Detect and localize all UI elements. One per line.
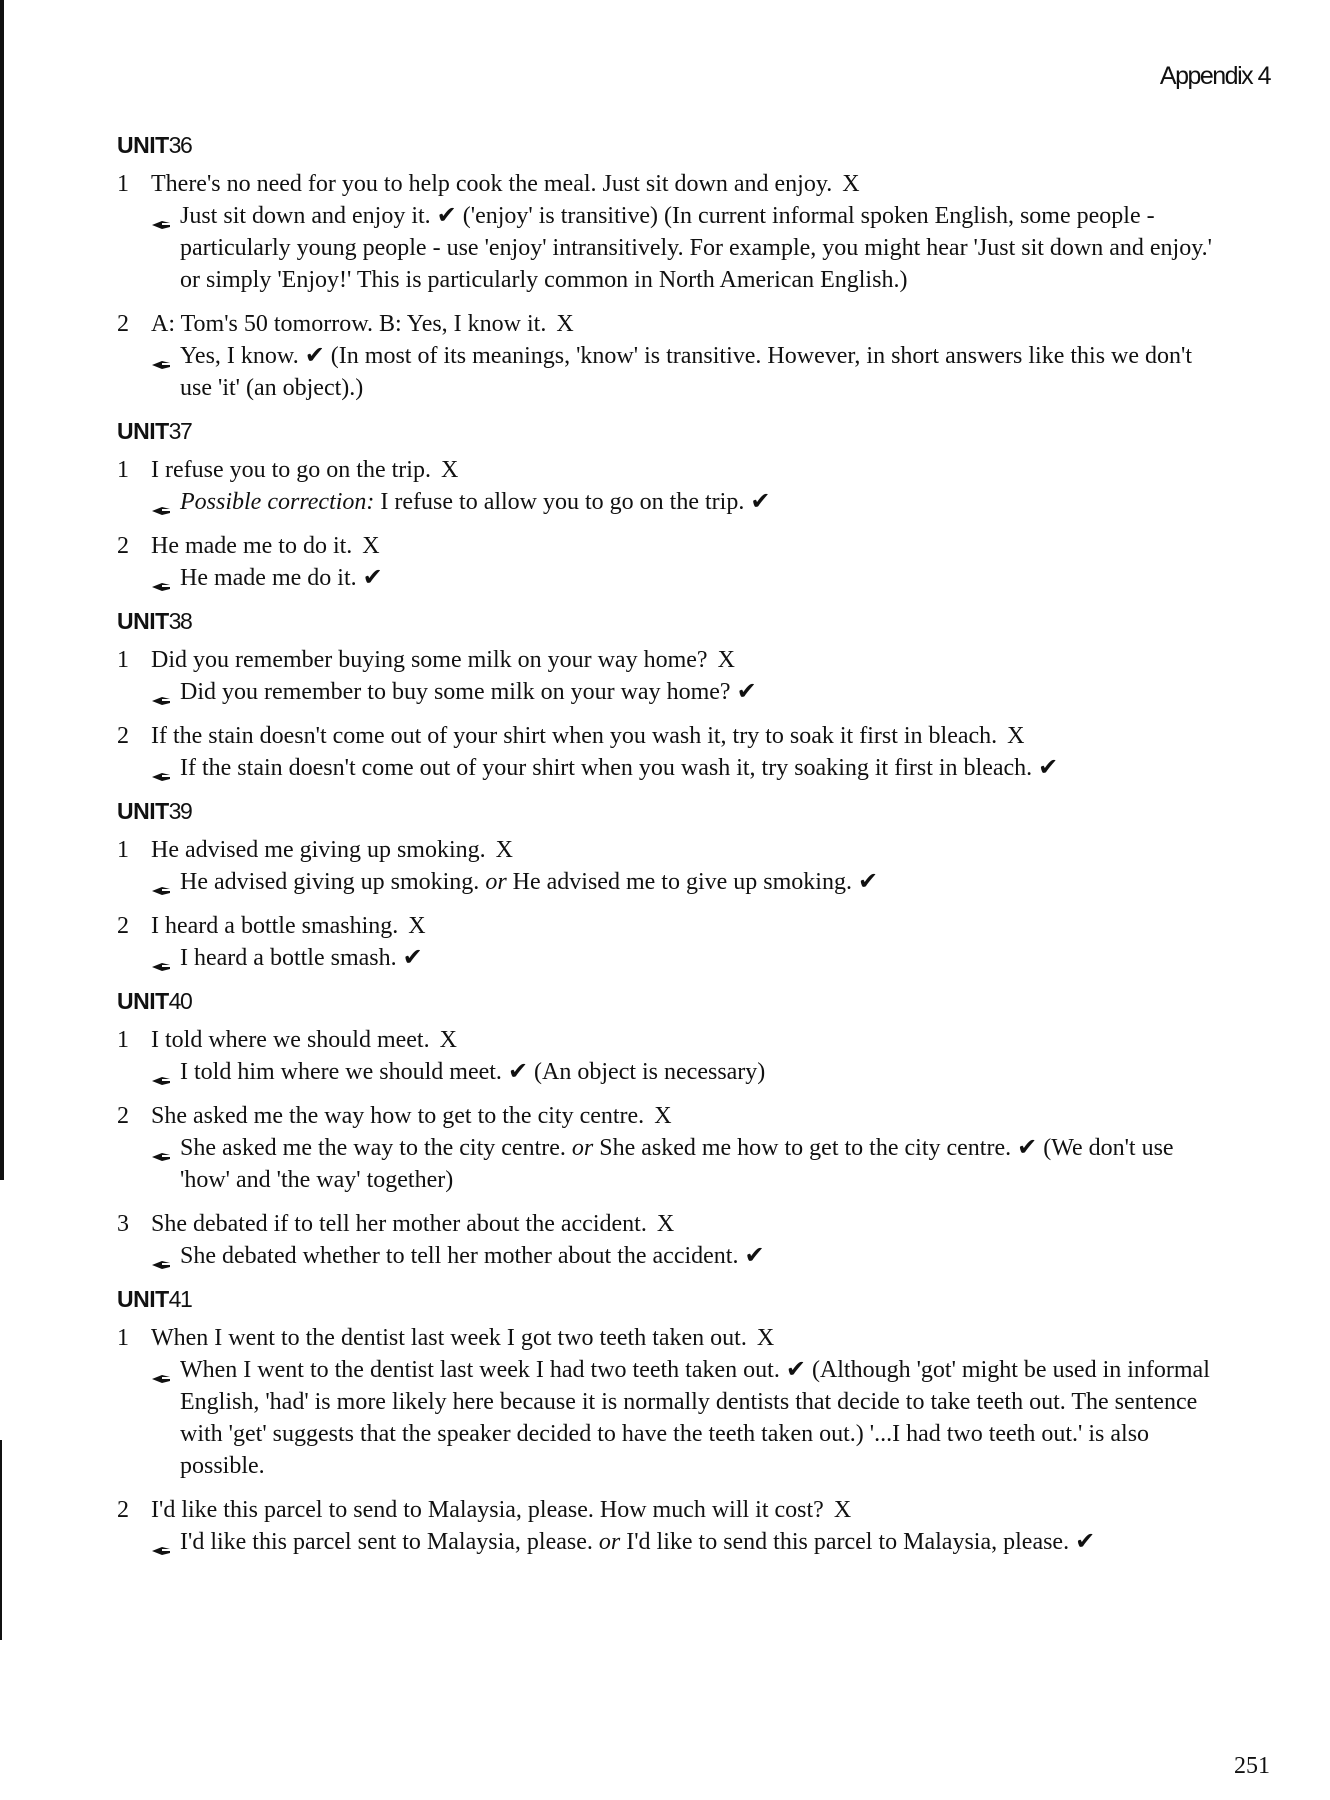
wrong-mark: X	[717, 647, 735, 673]
unit-section	[117, 416, 1227, 594]
correct-sentence	[117, 1132, 1227, 1196]
wrong-mark: X	[1007, 723, 1025, 749]
item-number: 2	[117, 533, 129, 559]
item-number: 2	[117, 1103, 129, 1129]
pointing-hand-icon	[151, 685, 171, 699]
incorrect-sentence	[117, 1024, 1227, 1056]
item-number: 1	[117, 647, 129, 673]
unit-title	[117, 130, 1227, 160]
unit-label: UNIT	[117, 1286, 169, 1312]
correct-text: I refuse to allow you to go on the trip.	[380, 489, 745, 515]
wrong-mark: X	[833, 1497, 852, 1523]
incorrect-sentence	[117, 644, 1227, 676]
page-edge-mark	[0, 1440, 2, 1640]
unit-label: UNIT	[117, 798, 169, 824]
item-number: 2	[117, 723, 129, 749]
wrong-mark: X	[439, 1027, 457, 1053]
correct-text: He advised giving up smoking.	[180, 869, 480, 895]
correct-sentence	[117, 200, 1227, 296]
unit-number: 37	[168, 418, 192, 444]
incorrect-sentence	[117, 1494, 1227, 1526]
explanation-text: (We don't use 'how' and 'the way' together)	[180, 1135, 1174, 1193]
pointing-hand-icon	[151, 1535, 171, 1549]
correct-sentence	[117, 486, 1227, 518]
explanation-text: (An object is necessary)	[534, 1059, 766, 1085]
incorrect-text: I refuse you to go on the trip.	[151, 457, 431, 483]
correct-text: Did you remember to buy some milk on your way home?	[180, 679, 731, 705]
pointing-hand-icon	[151, 1065, 171, 1079]
pointing-hand-icon	[151, 1363, 171, 1377]
answer-item	[117, 454, 1227, 518]
wrong-mark: X	[654, 1103, 672, 1129]
correct-sentence	[117, 676, 1227, 708]
answer-item	[117, 644, 1227, 708]
correct-text: I heard a bottle smash.	[180, 945, 397, 971]
incorrect-sentence	[117, 454, 1227, 486]
incorrect-text: If the stain doesn't come out of your shirt when you wash it, try to soak it first in bleach.	[151, 723, 998, 749]
incorrect-sentence	[117, 1100, 1227, 1132]
correct-sentence	[117, 1526, 1227, 1558]
item-number: 2	[117, 311, 129, 337]
incorrect-sentence	[117, 530, 1227, 562]
correct-sentence	[117, 562, 1227, 594]
incorrect-text: I told where we should meet.	[151, 1027, 430, 1053]
answer-item	[117, 168, 1227, 296]
pointing-hand-icon	[151, 951, 171, 965]
incorrect-text: When I went to the dentist last week I got two teeth taken out.	[151, 1325, 747, 1351]
wrong-mark: X	[440, 457, 459, 483]
correct-text: I'd like this parcel sent to Malaysia, please.	[180, 1529, 593, 1555]
unit-label: UNIT	[117, 418, 169, 444]
answer-key	[117, 130, 1227, 1570]
check-mark-icon: ✔	[857, 869, 879, 895]
item-number: 1	[117, 1027, 129, 1053]
correct-text: Just sit down and enjoy it.	[180, 203, 431, 229]
incorrect-text: I'd like this parcel to send to Malaysia, please. How much will it cost?	[151, 1497, 824, 1523]
item-number: 2	[117, 1497, 129, 1523]
pointing-hand-icon	[151, 1141, 171, 1155]
check-mark-icon: ✔	[436, 203, 457, 229]
pointing-hand-icon	[151, 209, 171, 223]
incorrect-text: He made me to do it.	[151, 533, 353, 559]
answer-item	[117, 308, 1227, 404]
explanation-text: (Although 'got' might be used in informal English, 'had' is more likely here because it is normally dentists that decide to take teeth out. The sentence with 'get' suggests that the speaker decided to have the teeth taken out.) '...I had two teeth out.' is also possible.	[180, 1357, 1210, 1479]
correct-text: He made me do it.	[180, 565, 357, 591]
incorrect-text: He advised me giving up smoking.	[151, 837, 486, 863]
answer-item	[117, 720, 1227, 784]
incorrect-sentence	[117, 1322, 1227, 1354]
unit-section	[117, 986, 1227, 1272]
unit-title	[117, 416, 1227, 446]
pointing-hand-icon	[151, 761, 171, 775]
page-number: 251	[1234, 1753, 1270, 1779]
correct-sentence	[117, 1056, 1227, 1088]
wrong-mark: X	[495, 837, 513, 863]
unit-section	[117, 1284, 1227, 1558]
incorrect-sentence	[117, 168, 1227, 200]
answer-item	[117, 834, 1227, 898]
check-mark-icon: ✔	[1038, 755, 1059, 781]
correct-sentence	[117, 1354, 1227, 1482]
wrong-mark: X	[362, 533, 380, 559]
unit-title	[117, 606, 1227, 636]
alt-correct-text: I'd like to send this parcel to Malaysia, please.	[626, 1529, 1070, 1555]
correct-text: If the stain doesn't come out of your shirt when you wash it, try soaking it first in bleach.	[180, 755, 1033, 781]
check-mark-icon: ✔	[362, 565, 383, 591]
or-word: or	[485, 869, 507, 895]
unit-label: UNIT	[117, 132, 169, 158]
incorrect-sentence	[117, 1208, 1227, 1240]
item-number: 1	[117, 837, 129, 863]
incorrect-sentence	[117, 834, 1227, 866]
incorrect-text: She debated if to tell her mother about the accident.	[151, 1211, 647, 1237]
correct-text: I told him where we should meet.	[180, 1059, 502, 1085]
unit-title	[117, 986, 1227, 1016]
unit-label: UNIT	[117, 988, 169, 1014]
wrong-mark: X	[656, 1211, 675, 1237]
incorrect-sentence	[117, 910, 1227, 942]
explanation-text: ('enjoy' is transitive) (In current informal spoken English, some people - particularly young people - use 'enjoy' intransitively. For example, you might hear 'Just sit down and enjoy.' or simply 'Enjoy!' This is particularly common in North American English.)	[180, 203, 1212, 293]
unit-number: 41	[168, 1286, 192, 1312]
incorrect-sentence	[117, 308, 1227, 340]
unit-section	[117, 130, 1227, 404]
wrong-mark: X	[842, 171, 860, 197]
item-number: 1	[117, 1325, 129, 1351]
wrong-mark: X	[756, 1325, 775, 1351]
correct-text: She asked me the way to the city centre.	[180, 1135, 566, 1161]
correct-text: She debated whether to tell her mother about the accident.	[180, 1243, 739, 1269]
pointing-hand-icon	[151, 495, 171, 509]
item-number: 3	[117, 1211, 129, 1237]
answer-item	[117, 1208, 1227, 1272]
pointing-hand-icon	[151, 875, 171, 889]
correct-sentence	[117, 340, 1227, 404]
answer-item	[117, 1494, 1227, 1558]
check-mark-icon: ✔	[744, 1243, 765, 1269]
alt-correct-text: She asked me how to get to the city centre.	[599, 1135, 1012, 1161]
incorrect-text: A: Tom's 50 tomorrow. B: Yes, I know it.	[151, 311, 547, 337]
unit-number: 36	[168, 132, 192, 158]
correct-sentence	[117, 1240, 1227, 1272]
explanation-text: (In most of its meanings, 'know' is transitive. However, in short answers like this we don't use 'it' (an object).)	[180, 343, 1193, 401]
item-number: 2	[117, 913, 129, 939]
unit-section	[117, 606, 1227, 784]
unit-number: 38	[168, 608, 192, 634]
page-edge-line	[0, 0, 4, 1180]
wrong-mark: X	[408, 913, 426, 939]
check-mark-icon: ✔	[402, 945, 423, 971]
unit-title	[117, 796, 1227, 826]
answer-item	[117, 1100, 1227, 1196]
unit-number: 39	[168, 798, 192, 824]
pointing-hand-icon	[151, 1249, 171, 1263]
incorrect-text: There's no need for you to help cook the meal. Just sit down and enjoy.	[151, 171, 833, 197]
unit-section	[117, 796, 1227, 974]
check-mark-icon: ✔	[736, 679, 757, 705]
incorrect-text: Did you remember buying some milk on your way home?	[151, 647, 708, 673]
page-header: Appendix 4	[1159, 62, 1270, 90]
answer-item	[117, 910, 1227, 974]
correction-prefix: Possible correction:	[180, 489, 375, 515]
correct-sentence	[117, 942, 1227, 974]
pointing-hand-icon	[151, 571, 171, 585]
incorrect-text: She asked me the way how to get to the city centre.	[151, 1103, 645, 1129]
check-mark-icon: ✔	[785, 1357, 806, 1383]
item-number: 1	[117, 171, 129, 197]
check-mark-icon: ✔	[304, 343, 325, 369]
correct-text: Yes, I know.	[180, 343, 299, 369]
incorrect-text: I heard a bottle smashing.	[151, 913, 399, 939]
or-word: or	[598, 1529, 621, 1555]
correct-text: When I went to the dentist last week I had two teeth taken out.	[180, 1357, 780, 1383]
item-number: 1	[117, 457, 129, 483]
check-mark-icon: ✔	[1075, 1529, 1096, 1555]
wrong-mark: X	[556, 311, 574, 337]
unit-title	[117, 1284, 1227, 1314]
unit-label: UNIT	[117, 608, 169, 634]
correct-sentence	[117, 866, 1227, 898]
answer-item	[117, 530, 1227, 594]
check-mark-icon: ✔	[750, 489, 771, 515]
incorrect-sentence	[117, 720, 1227, 752]
answer-item	[117, 1024, 1227, 1088]
answer-item	[117, 1322, 1227, 1482]
or-word: or	[571, 1135, 594, 1161]
pointing-hand-icon	[151, 349, 171, 363]
correct-sentence	[117, 752, 1227, 784]
alt-correct-text: He advised me to give up smoking.	[512, 869, 852, 895]
check-mark-icon: ✔	[507, 1059, 529, 1085]
unit-number: 40	[168, 988, 192, 1014]
check-mark-icon: ✔	[1017, 1135, 1038, 1161]
